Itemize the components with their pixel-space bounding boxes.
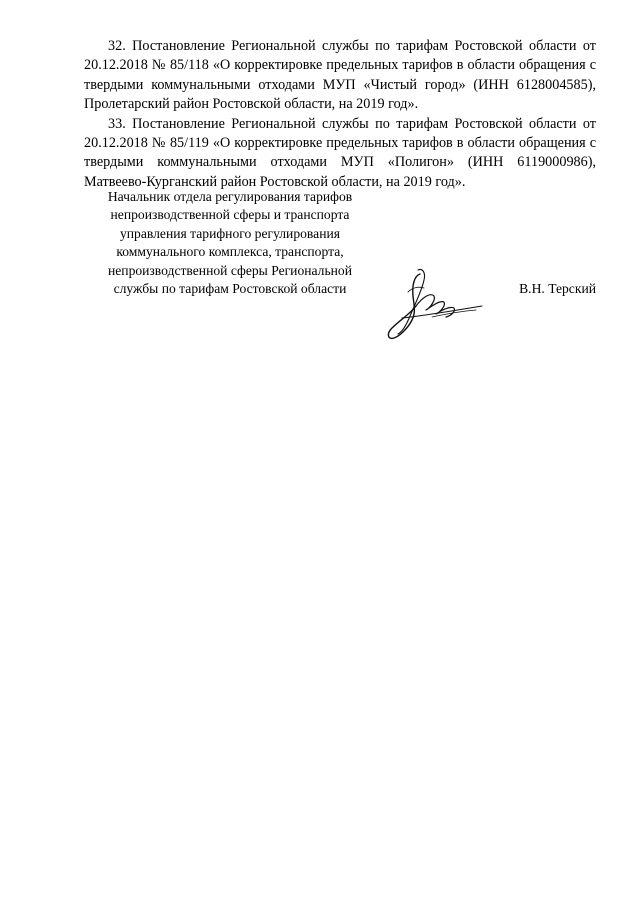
- signer-position-line-5: непроизводственной сферы Региональной: [107, 262, 353, 278]
- signer-position: [84, 188, 376, 298]
- signer-position-line-1: Начальник отдела регулирования тарифов: [107, 189, 353, 204]
- document-list: [84, 37, 596, 192]
- handwritten-signature: [372, 262, 490, 344]
- signer-position-line-2: непроизводственной сферы и транспорта: [110, 207, 350, 223]
- document-item-33: 33. Постановление Региональной службы по тарифам Ростовской области от 20.12.2018 № 85/119 «О корректировке предельных тарифов в области обращения с твердыми коммунальными отходами МУП «Полигон» (ИНН 6119000986), Матвеево-Курганский район Ростовской области, на 2019 год».: [84, 115, 596, 190]
- document-item-32: 32. Постановление Региональной службы по тарифам Ростовской области от 20.12.2018 № 85/118 «О корректировке предельных тарифов в области обращения с твердыми коммунальными отходами МУП «Чистый город» (ИНН 6128004585), Пролетарский район Ростовской области, на 2019 год».: [84, 38, 596, 113]
- signer-position-line-3: управления тарифного регулирования: [119, 225, 340, 241]
- signer-name: В.Н. Терский: [519, 281, 596, 296]
- signer-position-line-4: коммунального комплекса, транспорта,: [116, 244, 344, 260]
- signer-position-line-6: службы по тарифам Ростовской области: [113, 281, 347, 297]
